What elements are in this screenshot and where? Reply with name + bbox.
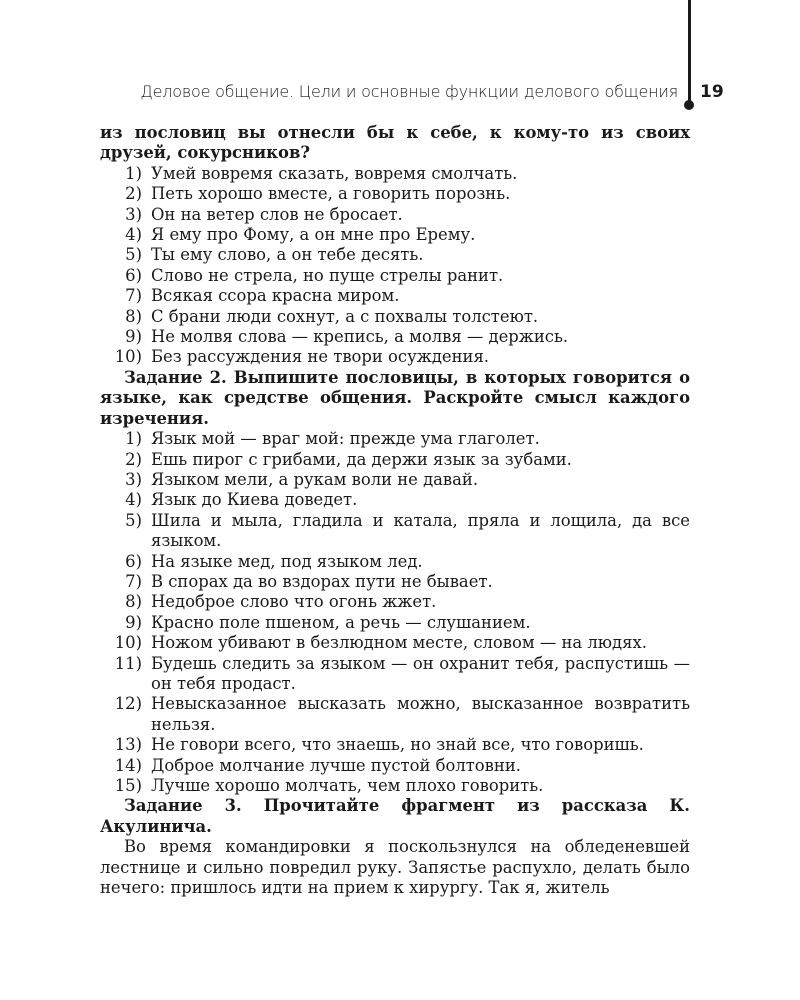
list-item: 12) Невысказанное высказать можно, высказанное возвратить нельзя. <box>114 694 690 734</box>
list-item: 10) Ножом убивают в безлюдном месте, словом — на людях. <box>114 633 647 653</box>
list-item: 5) Ты ему слово, а он тебе десять. <box>125 245 424 265</box>
task1-proverb-list <box>100 164 690 368</box>
list-item: 6) Слово не стрела, но пуще стрелы ранит. <box>125 265 504 285</box>
list-item: 3) Он на ветер слов не бросает. <box>125 204 403 224</box>
list-item: 13) Не говори всего, что знаешь, но знай все, что говоришь. <box>114 735 644 755</box>
task2-heading: Задание 2. Выпишите пословицы, в которых говорится о языке, как средстве общения. Раскройте смысл каждого изречения. <box>100 367 690 428</box>
list-item: 4) Я ему про Фому, а он мне про Ерему. <box>125 225 476 245</box>
list-item: 11) Будешь следить за языком — он охранит тебя, распустишь — он тебя продаст. <box>114 653 690 693</box>
task3-paragraph: Во время командировки я поскользнулся на обледеневшей лестнице и сильно повредил руку. Запястье распухло, делать было нечего: пришлось идти на прием к хирургу. Так я, житель <box>100 837 690 898</box>
list-item: 2) Петь хорошо вместе, а говорить порознь. <box>125 184 511 204</box>
header-rule-dot <box>684 100 694 110</box>
running-title: Деловое общение. Цели и основные функции делового общения <box>140 82 678 101</box>
header-rule <box>688 0 691 104</box>
list-item: 1) Умей вовремя сказать, вовремя смолчать. <box>125 163 518 183</box>
list-item: 7) Всякая ссора красна миром. <box>125 286 400 306</box>
list-item: 8) Недоброе слово что огонь жжет. <box>125 592 437 612</box>
page-content <box>100 123 690 898</box>
list-item: 1) Язык мой — враг мой: прежде ума глаголет. <box>125 429 540 449</box>
list-item: 7) В спорах да во вздорах пути не бывает. <box>125 571 493 591</box>
list-item: 6) На языке мед, под языком лед. <box>125 551 423 571</box>
task3-heading: Задание 3. Прочитайте фрагмент из рассказа К. Акулинича. <box>100 796 690 836</box>
list-item: 8) С брани люди сохнут, а с похвалы толстеют. <box>125 306 539 326</box>
list-item: 9) Не молвя слова — крепись, а молвя — держись. <box>125 327 569 347</box>
list-item: 5) Шила и мыла, гладила и катала, пряла и лощила, да все языком. <box>125 510 690 551</box>
task1-question-tail: из пословиц вы отнесли бы к себе, к кому-то из своих друзей, сокурсников? <box>100 123 690 163</box>
list-item: 15) Лучше хорошо молчать, чем плохо говорить. <box>114 776 544 795</box>
list-item: 10) Без рассуждения не твори осуждения. <box>114 347 490 367</box>
list-item: 4) Язык до Киева доведет. <box>125 490 358 510</box>
list-item: 2) Ешь пирог с грибами, да держи язык за зубами. <box>125 449 572 469</box>
page-number: 19 <box>700 82 724 102</box>
list-item: 9) Красно поле пшеном, а речь — слушанием. <box>125 612 531 632</box>
list-item: 3) Языком мели, а рукам воли не давай. <box>125 469 479 489</box>
list-item: 14) Доброе молчание лучше пустой болтовни. <box>114 755 521 775</box>
task2-proverb-list <box>100 429 690 796</box>
